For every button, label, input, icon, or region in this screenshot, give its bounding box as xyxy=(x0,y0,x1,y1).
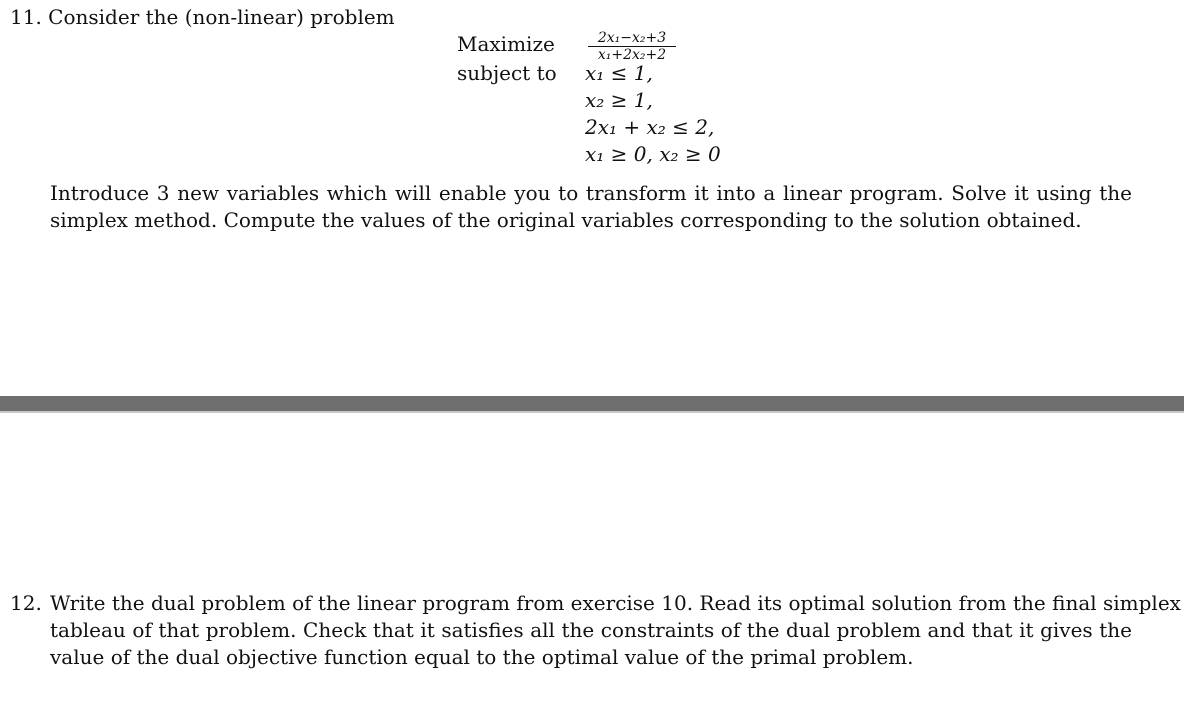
constraint-4: x₁ ≥ 0, x₂ ≥ 0 xyxy=(585,142,721,166)
exercise-12-line: Write the dual problem of the linear program from exercise 10. Read its optimal solution from the final simplex xyxy=(50,591,1181,615)
exercise-11-heading xyxy=(10,4,395,31)
objective-fraction xyxy=(588,31,676,62)
exercise-12-line: tableau of that problem. Check that it satisfies all the constraints of the dual problem and that it gives the xyxy=(50,618,1132,642)
exercise-11-number: 11. xyxy=(10,5,42,29)
exercise-12-number: 12. xyxy=(10,591,42,615)
constraint-2: x₂ ≥ 1, xyxy=(585,88,653,112)
constraint-3: 2x₁ + x₂ ≤ 2, xyxy=(585,115,715,139)
page-separator xyxy=(0,396,1184,413)
instruction-line: simplex method. Compute the values of the original variables corresponding to the solution obtained. xyxy=(50,208,1082,232)
instruction-line: Introduce 3 new variables which will enable you to transform it into a linear program. Solve it using the xyxy=(50,181,1132,205)
exercise-11-heading-text: Consider the (non-linear) problem xyxy=(48,5,395,29)
exercise-12-text xyxy=(50,590,1181,671)
constraint-1: x₁ ≤ 1, xyxy=(585,61,653,85)
exercise-11-instructions xyxy=(50,180,1132,234)
objective-denominator: x₁+2x₂+2 xyxy=(597,47,667,63)
maximize-label: Maximize xyxy=(457,32,555,56)
exercise-12-line: value of the dual objective function equal to the optimal value of the primal problem. xyxy=(50,645,914,669)
objective-numerator: 2x₁−x₂+3 xyxy=(597,30,667,46)
page-bottom xyxy=(0,413,1184,716)
subject-to-label: subject to xyxy=(457,61,557,85)
